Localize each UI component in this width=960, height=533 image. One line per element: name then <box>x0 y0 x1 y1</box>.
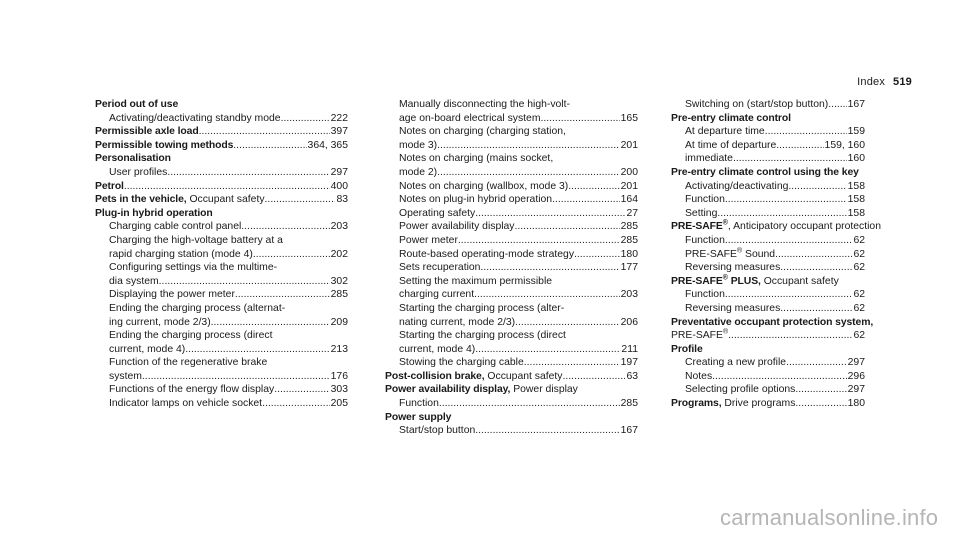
index-heading <box>95 125 348 139</box>
index-column-1 <box>95 98 348 411</box>
index-subentry <box>95 288 348 302</box>
index-subentry <box>671 329 865 343</box>
index-subentry <box>671 125 865 139</box>
index-subentry <box>95 397 348 411</box>
index-heading <box>671 316 874 330</box>
dot-leader <box>211 316 330 330</box>
index-subentry <box>95 261 348 275</box>
index-subentry <box>385 98 638 112</box>
entry-text: Starting the charging process (alter- <box>399 302 565 314</box>
index-subentry <box>671 152 865 166</box>
page-ref: 177 <box>620 262 638 274</box>
entry-text: Notes on plug-in hybrid operation <box>399 194 553 206</box>
registered-mark: ® <box>722 219 728 227</box>
index-subentry <box>95 329 348 343</box>
page-ref: 62 <box>853 248 865 260</box>
index-subentry <box>95 356 348 370</box>
dot-leader <box>828 98 846 112</box>
dot-leader <box>725 234 853 248</box>
index-subentry <box>671 193 865 207</box>
dot-leader <box>563 370 626 384</box>
page-ref: 203 <box>620 289 638 301</box>
page-ref: 302 <box>330 275 348 287</box>
entry-text: rapid charging station (mode 4) <box>109 248 253 260</box>
entry-text: Function <box>399 398 439 410</box>
page-ref: 83 <box>336 194 348 206</box>
entry-text: Stowing the charging cable <box>399 357 524 369</box>
dot-leader <box>474 288 620 302</box>
dot-leader <box>437 166 620 180</box>
page-ref: 62 <box>853 289 865 301</box>
index-subentry <box>385 234 638 248</box>
index-subentry <box>385 356 638 370</box>
index-subentry <box>95 220 348 234</box>
index-heading <box>385 370 638 384</box>
dot-leader <box>437 139 620 153</box>
index-column-2 <box>385 98 638 438</box>
entry-text: Power availability display <box>399 221 515 233</box>
entry-text: current, mode 4) <box>109 343 186 355</box>
page-ref: 303 <box>330 384 348 396</box>
page-ref: 201 <box>620 180 638 192</box>
page-ref: 213 <box>330 343 348 355</box>
index-heading <box>671 275 865 289</box>
index-subentry <box>671 288 865 302</box>
page-ref: 27 <box>626 207 638 219</box>
page-ref: 164 <box>620 194 638 206</box>
dot-leader <box>241 220 329 234</box>
dot-leader <box>765 125 847 139</box>
entry-text: dia system <box>109 275 159 287</box>
page-ref: 203 <box>330 221 348 233</box>
dot-leader <box>786 356 847 370</box>
page-ref: 63 <box>626 370 638 382</box>
dot-leader <box>124 180 330 194</box>
dot-leader <box>733 152 847 166</box>
dot-leader <box>725 193 847 207</box>
dot-leader <box>775 248 852 262</box>
registered-mark: ® <box>736 247 743 255</box>
registered-mark: ® <box>722 328 729 336</box>
entry-text: charging current <box>399 289 475 301</box>
page-ref: 285 <box>620 398 638 410</box>
page-ref: 285 <box>620 221 638 233</box>
entry-heading: Programs, <box>671 398 722 410</box>
entry-text: PRE-SAFE <box>685 248 737 260</box>
index-subentry <box>671 383 865 397</box>
index-heading <box>671 343 865 357</box>
entry-text: Indicator lamps on vehicle socket <box>109 398 263 410</box>
page-ref: 160 <box>847 153 865 165</box>
entry-text-cont: Sound <box>742 248 776 260</box>
index-subentry <box>95 248 348 262</box>
index-subentry <box>385 112 638 126</box>
page-ref: 400 <box>330 180 348 192</box>
page-ref: 176 <box>330 370 348 382</box>
page-ref: 159 <box>847 126 865 138</box>
entry-heading: Plug-in hybrid operation <box>95 207 213 219</box>
entry-text: User profiles <box>109 166 168 178</box>
entry-heading: Petrol <box>95 180 124 192</box>
entry-text: Setting <box>685 207 718 219</box>
page-ref: 296 <box>847 370 865 382</box>
page-ref: 202 <box>330 248 348 260</box>
entry-see: , Anticipatory occupant protection <box>727 221 881 233</box>
index-subentry <box>385 316 638 330</box>
index-heading <box>95 139 348 153</box>
index-subentry <box>95 166 348 180</box>
page-ref: 397 <box>330 126 348 138</box>
registered-mark: ® <box>722 274 728 282</box>
entry-heading: Preventative occupant protection system, <box>671 316 874 328</box>
page-ref: 297 <box>847 384 865 396</box>
entry-text: Power meter <box>399 234 458 246</box>
page-ref: 62 <box>853 234 865 246</box>
entry-text: Notes on charging (wallbox, mode 3) <box>399 180 569 192</box>
entry-text: Displaying the power meter <box>109 289 235 301</box>
index-subentry <box>95 383 348 397</box>
entry-text: Charging the high-voltage battery at a <box>109 234 283 246</box>
page-ref: 158 <box>847 194 865 206</box>
entry-text: Notes on charging (mains socket, <box>399 153 554 165</box>
entry-heading: Pets in the vehicle, <box>95 194 187 206</box>
index-subentry <box>95 370 348 384</box>
dot-leader <box>159 275 330 289</box>
dot-leader <box>253 248 330 262</box>
page-ref: 167 <box>620 425 638 437</box>
dot-leader <box>265 193 336 207</box>
entry-text: Function <box>685 234 725 246</box>
entry-text: Starting the charging process (direct <box>399 330 566 342</box>
index-heading <box>385 383 638 397</box>
entry-heading: Permissible towing methods <box>95 139 234 151</box>
entry-heading: Pre-entry climate control using the key <box>671 166 859 178</box>
dot-leader <box>233 139 306 153</box>
dot-leader <box>274 383 329 397</box>
page-ref: 197 <box>620 357 638 369</box>
page-ref: 297 <box>847 357 865 369</box>
entry-text: Activating/deactivating standby mode <box>109 112 281 124</box>
index-subentry <box>385 180 638 194</box>
dot-leader <box>541 112 620 126</box>
entry-text: Setting the maximum permissible <box>399 275 553 287</box>
index-heading <box>671 397 865 411</box>
entry-heading: Permissible axle load <box>95 126 199 138</box>
entry-see: Occupant safety <box>760 275 839 287</box>
page-ref: 62 <box>853 262 865 274</box>
entry-see: Occupant safety <box>186 194 265 206</box>
entry-heading: Profile <box>671 343 703 355</box>
dot-leader <box>475 207 625 221</box>
dot-leader <box>475 343 620 357</box>
dot-leader <box>235 288 330 302</box>
index-subentry <box>95 112 348 126</box>
entry-see: PRE-SAFE <box>671 330 723 342</box>
entry-text: Creating a new profile <box>685 357 787 369</box>
entry-text: Functions of the energy flow display <box>109 384 275 396</box>
index-subentry <box>385 139 638 153</box>
dot-leader <box>515 220 620 234</box>
dot-leader <box>725 288 853 302</box>
page-ref: 62 <box>853 302 865 314</box>
entry-text: Ending the charging process (direct <box>109 330 273 342</box>
entry-heading: Power supply <box>385 411 452 423</box>
index-subentry <box>385 152 638 166</box>
entry-see: Power display <box>510 384 578 396</box>
entry-heading: Period out of use <box>95 99 179 110</box>
index-subentry <box>95 275 348 289</box>
index-heading <box>95 98 348 112</box>
entry-text: Selecting profile options <box>685 384 796 396</box>
entry-text: Reversing measures <box>685 262 781 274</box>
index-heading <box>95 180 348 194</box>
entry-text: Function <box>685 194 725 206</box>
index-heading <box>385 411 638 425</box>
dot-leader <box>780 261 852 275</box>
entry-text: Function of the regenerative brake <box>109 357 268 369</box>
entry-heading: Post-collision brake, <box>385 370 485 382</box>
page-ref: 159, 160 <box>824 139 865 151</box>
entry-heading: Personalisation <box>95 153 171 165</box>
dot-leader <box>524 356 620 370</box>
page-ref: 285 <box>330 289 348 301</box>
page-ref: 222 <box>330 112 348 124</box>
entry-heading: PRE-SAFE <box>671 275 723 287</box>
index-subentry <box>385 275 638 289</box>
dot-leader <box>199 125 330 139</box>
page-ref: 285 <box>620 234 638 246</box>
index-subentry <box>385 343 638 357</box>
dot-leader <box>788 180 846 194</box>
entry-text: Function <box>685 289 725 301</box>
dot-leader <box>281 112 330 126</box>
entry-text: ing current, mode 2/3) <box>109 316 211 328</box>
index-subentry <box>385 288 638 302</box>
dot-leader <box>717 207 846 221</box>
entry-text: Manually disconnecting the high-volt- <box>399 99 570 110</box>
index-subentry <box>671 180 865 194</box>
index-subentry <box>385 302 638 316</box>
page-ref: 167 <box>847 99 865 110</box>
index-subentry <box>95 302 348 316</box>
entry-text: immediate <box>685 153 733 165</box>
entry-text: Sets recuperation <box>399 262 481 274</box>
entry-text: Notes <box>685 370 713 382</box>
entry-see: Occupant safety <box>484 370 563 382</box>
dot-leader <box>167 166 329 180</box>
index-subentry <box>385 207 638 221</box>
dot-leader <box>515 316 620 330</box>
entry-text: Operating safety <box>399 207 476 219</box>
page-ref: 200 <box>620 166 638 178</box>
index-subentry <box>671 302 865 316</box>
dot-leader <box>475 424 619 438</box>
index-heading <box>671 112 865 126</box>
index-subentry <box>385 193 638 207</box>
index-heading <box>95 193 348 207</box>
index-subentry <box>671 356 865 370</box>
page-ref: 209 <box>330 316 348 328</box>
index-subentry <box>95 316 348 330</box>
entry-see: Drive programs <box>721 398 796 410</box>
page-number: 519 <box>893 76 912 88</box>
page-ref: 165 <box>620 112 638 124</box>
entry-heading: Power availability display, <box>385 384 511 396</box>
entry-text: Switching on (start/stop button) <box>685 99 829 110</box>
dot-leader <box>780 302 852 316</box>
page-ref: 158 <box>847 180 865 192</box>
entry-text: nating current, mode 2/3) <box>399 316 516 328</box>
index-subentry <box>95 343 348 357</box>
dot-leader <box>728 329 852 343</box>
page-ref: 297 <box>330 166 348 178</box>
entry-text: Notes on charging (charging station, <box>399 126 566 138</box>
entry-text: Ending the charging process (alternat- <box>109 302 286 314</box>
page-ref: 205 <box>330 398 348 410</box>
index-subentry <box>671 370 865 384</box>
dot-leader <box>142 370 330 384</box>
dot-leader <box>568 180 619 194</box>
index-subentry <box>385 125 638 139</box>
index-subentry <box>385 261 638 275</box>
index-heading <box>95 207 348 221</box>
entry-text: Configuring settings via the multime- <box>109 262 278 274</box>
dot-leader <box>795 383 846 397</box>
index-subentry <box>385 424 638 438</box>
page-ref: 201 <box>620 139 638 151</box>
index-column-3 <box>671 98 881 411</box>
dot-leader <box>439 397 620 411</box>
entry-text: At time of departure <box>685 139 777 151</box>
entry-text: Route-based operating-mode strategy <box>399 248 575 260</box>
index-subentry <box>385 220 638 234</box>
entry-text: system <box>109 370 142 382</box>
index-subentry <box>385 166 638 180</box>
dot-leader <box>574 248 620 262</box>
index-subentry <box>671 139 865 153</box>
entry-text: mode 3) <box>399 139 438 151</box>
running-header <box>857 76 912 88</box>
entry-text: mode 2) <box>399 166 438 178</box>
index-subentry <box>385 397 638 411</box>
entry-heading-cont: PLUS, <box>727 275 761 287</box>
page-ref: 180 <box>847 398 865 410</box>
entry-text: Reversing measures <box>685 302 781 314</box>
index-subentry <box>671 261 865 275</box>
entry-heading: PRE-SAFE <box>671 221 723 233</box>
entry-text: age on-board electrical system <box>399 112 541 124</box>
entry-heading: Pre-entry climate control <box>671 112 791 124</box>
dot-leader <box>458 234 620 248</box>
page-ref: 211 <box>621 343 638 355</box>
header-label: Index <box>857 76 886 88</box>
index-subentry <box>671 234 865 248</box>
index-subentry <box>385 329 638 343</box>
entry-text: At departure time <box>685 126 765 138</box>
entry-text: Charging cable control panel <box>109 221 242 233</box>
index-subentry <box>95 234 348 248</box>
entry-text: current, mode 4) <box>399 343 476 355</box>
entry-text: Activating/deactivating <box>685 180 789 192</box>
dot-leader <box>185 343 329 357</box>
dot-leader <box>712 370 847 384</box>
dot-leader <box>480 261 619 275</box>
page-ref: 180 <box>620 248 638 260</box>
index-subentry <box>671 98 865 112</box>
index-subentry <box>671 207 865 221</box>
page-ref: 206 <box>620 316 638 328</box>
dot-leader <box>795 397 846 411</box>
index-heading <box>671 219 881 234</box>
watermark: carmanualsonline.info <box>720 505 939 530</box>
index-subentry <box>385 248 638 262</box>
dot-leader <box>776 139 823 153</box>
index-subentry <box>671 248 865 262</box>
dot-leader <box>262 397 330 411</box>
index-heading <box>671 166 865 180</box>
dot-leader <box>552 193 620 207</box>
page-ref: 158 <box>847 207 865 219</box>
page-ref: 62 <box>853 330 865 342</box>
index-heading <box>95 152 348 166</box>
entry-text: Start/stop button <box>399 425 476 437</box>
page-ref: 364, 365 <box>307 139 348 151</box>
